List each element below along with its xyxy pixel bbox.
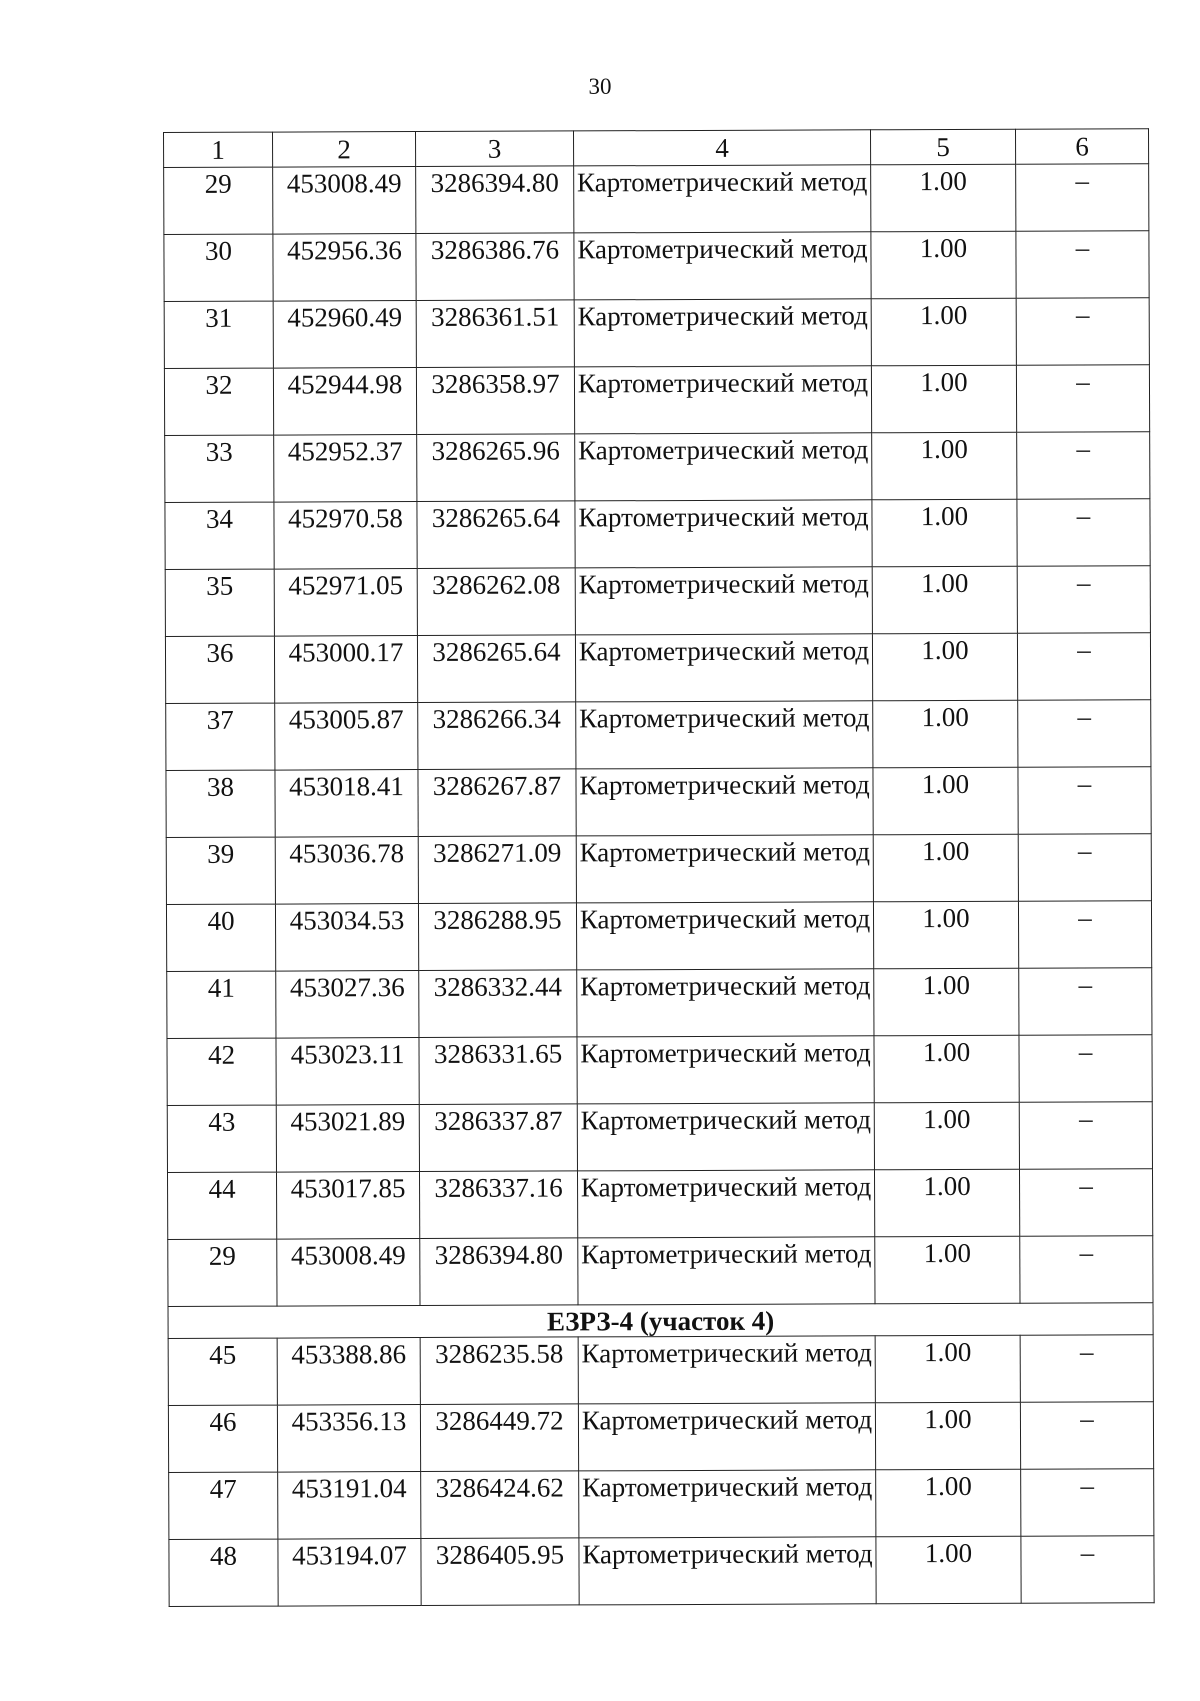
coordinates-table [163,128,1155,1607]
point-number-cell: 32 [164,368,273,435]
accuracy-cell: 1.00 [874,1169,1019,1237]
method-cell: Картометрический метод [576,835,873,903]
y-coordinate-cell: 3286271.09 [418,836,576,904]
x-coordinate-cell: 452944.98 [273,368,416,436]
note-cell: – [1017,566,1150,634]
accuracy-cell: 1.00 [873,901,1018,969]
point-number-cell: 47 [169,1472,278,1539]
note-cell: – [1017,633,1150,701]
method-cell: Картометрический метод [576,768,873,836]
note-cell: – [1020,1236,1153,1304]
table-row [167,1102,1152,1173]
note-cell: – [1020,1335,1153,1403]
note-cell: – [1016,365,1149,433]
accuracy-cell: 1.00 [871,231,1016,299]
y-coordinate-cell: 3286337.87 [419,1104,577,1172]
point-number-cell: 29 [168,1239,277,1306]
x-coordinate-cell: 453005.87 [275,703,418,771]
method-cell: Картометрический метод [578,1237,875,1305]
x-coordinate-cell: 453000.17 [274,636,417,704]
method-cell: Картометрический метод [575,500,872,568]
note-cell: – [1017,432,1150,500]
point-number-cell: 38 [166,770,275,837]
note-cell: – [1018,901,1151,969]
table-row [168,1335,1153,1406]
accuracy-cell: 1.00 [871,298,1016,366]
table-row [165,633,1150,704]
point-number-cell: 39 [166,837,275,904]
table-row [169,1536,1154,1607]
table-row [167,1035,1152,1106]
x-coordinate-cell: 453021.89 [276,1105,419,1173]
note-cell: – [1019,1035,1152,1103]
note-cell: – [1016,231,1149,299]
point-number-cell: 30 [164,234,273,301]
y-coordinate-cell: 3286266.34 [418,702,576,770]
accuracy-cell: 1.00 [873,767,1018,835]
point-number-cell: 35 [165,569,274,636]
point-number-cell: 48 [169,1539,278,1606]
accuracy-cell: 1.00 [872,432,1017,500]
y-coordinate-cell: 3286337.16 [419,1171,577,1239]
note-cell: – [1019,968,1152,1036]
x-coordinate-cell: 453017.85 [276,1172,419,1240]
x-coordinate-cell: 453023.11 [276,1038,419,1106]
y-coordinate-cell: 3286262.08 [417,568,575,636]
y-coordinate-cell: 3286394.80 [416,166,574,234]
x-coordinate-cell: 452952.37 [274,435,417,503]
table-row [166,767,1151,838]
point-number-cell: 36 [165,636,274,703]
y-coordinate-cell: 3286358.97 [416,367,574,435]
y-coordinate-cell: 3286265.96 [417,434,575,502]
table-row [164,164,1149,235]
note-cell: – [1016,164,1149,232]
point-number-cell: 41 [167,971,276,1038]
point-number-cell: 43 [167,1105,276,1172]
table-row [165,432,1150,503]
method-cell: Картометрический метод [574,299,871,367]
table-row [164,298,1149,369]
x-coordinate-cell: 453034.53 [275,904,418,972]
header-cell: 6 [1015,129,1148,165]
accuracy-cell: 1.00 [874,1035,1019,1103]
y-coordinate-cell: 3286332.44 [419,970,577,1038]
point-number-cell: 33 [165,435,274,502]
coordinates-table-container [163,128,1154,1607]
method-cell: Картометрический метод [577,969,874,1037]
point-number-cell: 29 [164,167,273,234]
method-cell: Картометрический метод [574,232,871,300]
x-coordinate-cell: 452960.49 [273,301,416,369]
accuracy-cell: 1.00 [876,1536,1021,1604]
x-coordinate-cell: 453027.36 [276,971,419,1039]
accuracy-cell: 1.00 [876,1469,1021,1537]
y-coordinate-cell: 3286235.58 [420,1337,578,1405]
table-row [166,901,1151,972]
point-number-cell: 37 [166,703,275,770]
accuracy-cell: 1.00 [875,1236,1020,1304]
accuracy-cell: 1.00 [875,1402,1020,1470]
y-coordinate-cell: 3286424.62 [421,1471,579,1539]
accuracy-cell: 1.00 [871,164,1016,232]
y-coordinate-cell: 3286267.87 [418,769,576,837]
method-cell: Картометрический метод [575,634,872,702]
table-row [164,365,1149,436]
header-cell: 5 [870,129,1015,165]
section-row [168,1303,1153,1339]
point-number-cell: 40 [166,904,275,971]
accuracy-cell: 1.00 [872,499,1017,567]
header-cell: 4 [573,130,870,166]
table-row [165,499,1150,570]
method-cell: Картометрический метод [577,1103,874,1171]
table-row [167,1169,1152,1240]
x-coordinate-cell: 452971.05 [274,569,417,637]
method-cell: Картометрический метод [575,433,872,501]
table-row [168,1236,1153,1307]
x-coordinate-cell: 453008.49 [277,1239,420,1307]
note-cell: – [1018,700,1151,768]
x-coordinate-cell: 453036.78 [275,837,418,905]
accuracy-cell: 1.00 [873,700,1018,768]
accuracy-cell: 1.00 [873,834,1018,902]
note-cell: – [1017,499,1150,567]
header-cell: 2 [273,132,416,168]
x-coordinate-cell: 452970.58 [274,502,417,570]
y-coordinate-cell: 3286405.95 [421,1538,579,1606]
note-cell: – [1019,1169,1152,1237]
x-coordinate-cell: 452956.36 [273,234,416,302]
header-row [164,129,1149,168]
page-number: 30 [588,74,612,99]
x-coordinate-cell: 453008.49 [273,167,416,235]
header-cell: 3 [416,131,574,167]
note-cell: – [1018,767,1151,835]
table-row [165,566,1150,637]
table-row [167,968,1152,1039]
x-coordinate-cell: 453388.86 [277,1338,420,1406]
x-coordinate-cell: 453356.13 [277,1405,420,1473]
y-coordinate-cell: 3286265.64 [417,501,575,569]
method-cell: Картометрический метод [574,165,871,233]
table-row [168,1402,1153,1473]
method-cell: Картометрический метод [579,1470,876,1538]
x-coordinate-cell: 453191.04 [278,1472,421,1540]
accuracy-cell: 1.00 [871,365,1016,433]
table-row [166,834,1151,905]
method-cell: Картометрический метод [574,366,871,434]
note-cell: – [1021,1469,1154,1537]
point-number-cell: 42 [167,1038,276,1105]
table-row [169,1469,1154,1540]
header-cell: 1 [164,132,273,167]
y-coordinate-cell: 3286361.51 [416,300,574,368]
y-coordinate-cell: 3286449.72 [420,1404,578,1472]
method-cell: Картометрический метод [579,1537,876,1605]
x-coordinate-cell: 453018.41 [275,770,418,838]
method-cell: Картометрический метод [578,1336,875,1404]
method-cell: Картометрический метод [576,902,873,970]
accuracy-cell: 1.00 [874,968,1019,1036]
method-cell: Картометрический метод [575,567,872,635]
method-cell: Картометрический метод [577,1170,874,1238]
method-cell: Картометрический метод [576,701,873,769]
point-number-cell: 34 [165,502,274,569]
accuracy-cell: 1.00 [872,566,1017,634]
method-cell: Картометрический метод [577,1036,874,1104]
section-title: ЕЗРЗ-4 (участок 4) [168,1303,1153,1339]
point-number-cell: 45 [168,1338,277,1405]
note-cell: – [1020,1402,1153,1470]
point-number-cell: 46 [168,1405,277,1472]
y-coordinate-cell: 3286265.64 [417,635,575,703]
x-coordinate-cell: 453194.07 [278,1539,421,1607]
y-coordinate-cell: 3286386.76 [416,233,574,301]
note-cell: – [1016,298,1149,366]
accuracy-cell: 1.00 [872,633,1017,701]
accuracy-cell: 1.00 [874,1102,1019,1170]
point-number-cell: 31 [164,301,273,368]
y-coordinate-cell: 3286394.80 [420,1238,578,1306]
point-number-cell: 44 [167,1172,276,1239]
y-coordinate-cell: 3286331.65 [419,1037,577,1105]
accuracy-cell: 1.00 [875,1335,1020,1403]
note-cell: – [1021,1536,1154,1604]
note-cell: – [1018,834,1151,902]
y-coordinate-cell: 3286288.95 [418,903,576,971]
note-cell: – [1019,1102,1152,1170]
table-row [164,231,1149,302]
method-cell: Картометрический метод [578,1403,875,1471]
table-row [166,700,1151,771]
